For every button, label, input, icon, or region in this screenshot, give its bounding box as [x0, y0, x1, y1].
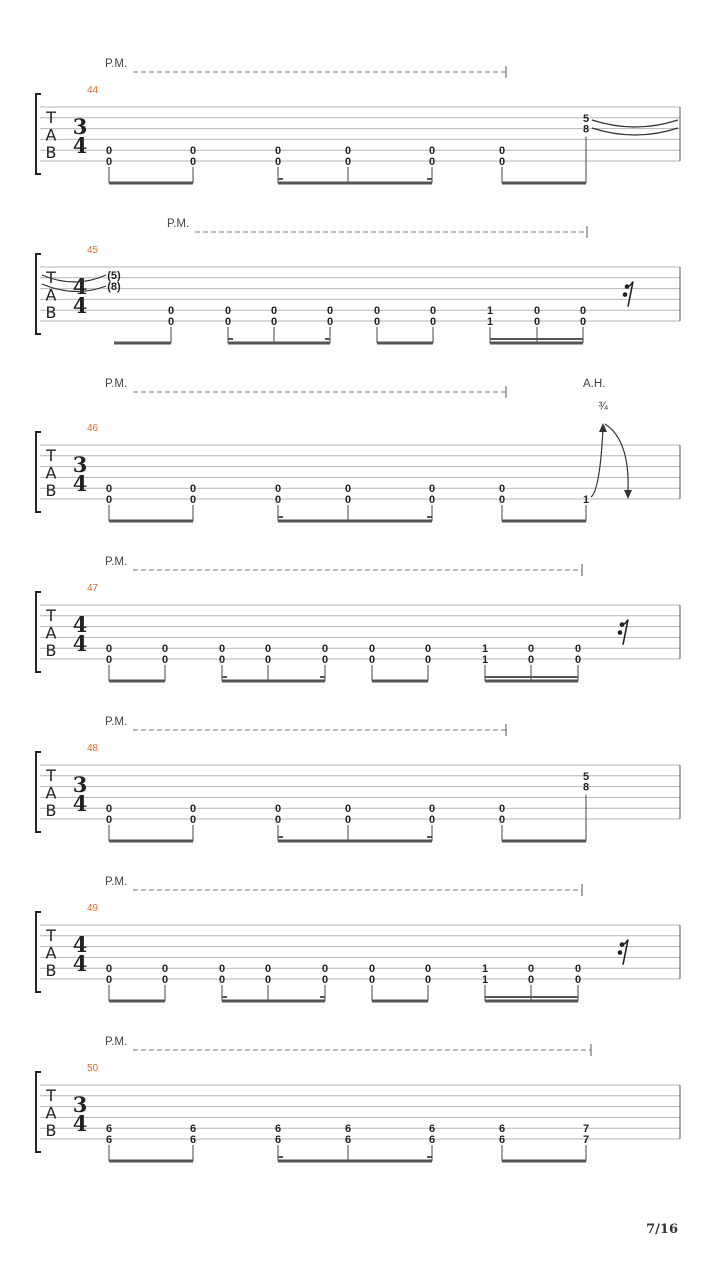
fret-number: 0: [218, 963, 226, 976]
fret-number: 6: [274, 1134, 282, 1146]
fret-number: 0: [428, 494, 436, 506]
fret-number: 0: [264, 963, 272, 976]
fret-number: 0: [167, 316, 175, 328]
fret-number: 0: [321, 643, 329, 656]
fret-number: 0: [189, 814, 197, 826]
tab-clef-letter: B: [45, 1121, 57, 1140]
fret-number: 1: [486, 316, 494, 328]
fret-number: 0: [189, 494, 197, 506]
fret-number: 0: [428, 483, 436, 496]
measure-number: 48: [87, 743, 99, 754]
tab-clef-letter: T: [46, 446, 56, 465]
rest-dot: [623, 292, 628, 297]
measure-number: 46: [87, 423, 99, 434]
tab-system-46: [36, 378, 680, 521]
fret-number: 6: [498, 1134, 506, 1146]
time-signature-bottom: 4: [72, 631, 88, 656]
fret-number: 0: [189, 483, 197, 496]
fret-number: 6: [105, 1134, 113, 1146]
fret-number: 0: [105, 145, 113, 158]
fret-number: 0: [264, 654, 272, 666]
fret-number: 0: [270, 305, 278, 318]
fret-number: 6: [274, 1123, 282, 1136]
fret-number: 0: [161, 974, 169, 986]
fret-number: 0: [274, 483, 282, 496]
fret-number: 0: [189, 145, 197, 158]
fret-number: 0: [424, 974, 432, 986]
system-bracket: [36, 94, 41, 174]
fret-number: 0: [161, 643, 169, 656]
tie-arc: [592, 120, 678, 127]
fret-number: 0: [218, 643, 226, 656]
fret-number: 0: [527, 654, 535, 666]
fret-number: 0: [105, 974, 113, 986]
palm-mute-label: P.M.: [105, 556, 128, 568]
fret-number: 0: [326, 305, 334, 318]
fret-number: 0: [224, 316, 232, 328]
fret-number: 0: [574, 974, 582, 986]
time-signature-bottom: 4: [72, 791, 88, 816]
tab-clef-letter: A: [45, 623, 57, 643]
tab-clef-letter: T: [46, 268, 56, 287]
tab-system-49: [36, 876, 680, 1001]
fret-number: 6: [344, 1123, 352, 1136]
time-signature-top: 3: [72, 114, 88, 139]
fret-number: 0: [429, 316, 437, 328]
fret-number: 1: [481, 963, 489, 976]
fret-number: 0: [428, 145, 436, 158]
palm-mute-label: P.M.: [105, 1036, 128, 1048]
fret-number: 6: [498, 1123, 506, 1136]
fret-number: 0: [344, 156, 352, 168]
tab-system-45: [36, 218, 680, 343]
time-signature-top: 4: [72, 612, 88, 637]
tab-clef-letter: A: [45, 125, 57, 145]
fret-number: 0: [189, 803, 197, 816]
fret-number: 0: [498, 483, 506, 496]
fret-number: 7: [582, 1134, 590, 1146]
fret-number: 0: [105, 654, 113, 666]
fret-number: 0: [527, 963, 535, 976]
tab-system-47: [36, 556, 680, 681]
system-bracket: [36, 1072, 41, 1152]
fret-number: 0: [264, 643, 272, 656]
fret-number: 0: [105, 643, 113, 656]
time-signature-top: 3: [72, 452, 88, 477]
fret-number: 0: [321, 654, 329, 666]
fret-number: 0: [274, 814, 282, 826]
fret-number: 0: [189, 156, 197, 168]
measure-number: 45: [87, 245, 99, 256]
rest-dot: [618, 630, 623, 635]
palm-mute-label: P.M.: [105, 716, 128, 728]
bend-up-curve: [591, 428, 603, 497]
tab-clef-letter: A: [45, 463, 57, 483]
fret-number: 6: [428, 1123, 436, 1136]
fret-number: 0: [368, 974, 376, 986]
tab-clef-letter: T: [46, 1086, 56, 1105]
fret-number: 0: [498, 494, 506, 506]
fret-number: 0: [321, 963, 329, 976]
fret-number: 6: [105, 1123, 113, 1136]
time-signature-bottom: 4: [72, 951, 88, 976]
fret-number: 0: [533, 316, 541, 328]
palm-mute-label: P.M.: [167, 218, 190, 230]
fret-number: 0: [574, 643, 582, 656]
fret-number: 6: [189, 1134, 197, 1146]
fret-number: 0: [574, 654, 582, 666]
fret-number: 0: [105, 963, 113, 976]
fret-number: 0: [218, 654, 226, 666]
measure-number: 50: [87, 1063, 99, 1074]
fret-number: 0: [579, 316, 587, 328]
fret-number: 0: [105, 814, 113, 826]
fret-number: 8: [582, 781, 590, 794]
fret-number: 0: [344, 803, 352, 816]
fret-number: 0: [373, 316, 381, 328]
palm-mute-label: P.M.: [105, 378, 128, 390]
time-signature-bottom: 4: [72, 1111, 88, 1136]
release-curve: [605, 424, 628, 492]
fret-number: 0: [424, 963, 432, 976]
fret-number: 8: [582, 123, 590, 136]
fret-number: 7: [582, 1123, 590, 1136]
tab-clef-letter: B: [45, 303, 57, 322]
measure-number: 49: [87, 903, 99, 914]
fret-number: 6: [428, 1134, 436, 1146]
system-bracket: [36, 592, 41, 672]
fret-number: 0: [498, 145, 506, 158]
time-signature-bottom: 4: [72, 133, 88, 158]
tied-fret-number: (8): [107, 281, 121, 293]
fret-number: 0: [498, 156, 506, 168]
artificial-harmonic-label: A.H.: [583, 378, 606, 390]
fret-number: 0: [527, 974, 535, 986]
time-signature-top: 3: [72, 1092, 88, 1117]
fret-number: 0: [274, 156, 282, 168]
system-bracket: [36, 752, 41, 832]
fret-number: 0: [218, 974, 226, 986]
fret-number: 6: [344, 1134, 352, 1146]
tab-clef-letter: B: [45, 801, 57, 820]
fret-number: 1: [486, 305, 494, 318]
tab-system-48: [36, 716, 680, 841]
tab-clef-letter: A: [45, 285, 57, 305]
fret-number: 0: [105, 156, 113, 168]
fret-number: 0: [428, 814, 436, 826]
fret-number: 0: [344, 814, 352, 826]
fret-number: 0: [424, 654, 432, 666]
time-signature-top: 4: [72, 274, 88, 299]
fret-number: 0: [368, 643, 376, 656]
fret-number: 0: [373, 305, 381, 318]
fret-number: 0: [274, 145, 282, 158]
time-signature-bottom: 4: [72, 293, 88, 318]
system-bracket: [36, 912, 41, 992]
release-arrow-head: [624, 490, 632, 499]
tab-system-50: [36, 1036, 680, 1161]
fret-number: 0: [161, 963, 169, 976]
palm-mute-label: P.M.: [105, 58, 128, 70]
fret-number: 0: [270, 316, 278, 328]
fret-number: 1: [481, 974, 489, 986]
fret-number: 0: [321, 974, 329, 986]
tab-clef-letter: B: [45, 481, 57, 500]
tab-clef-letter: T: [46, 108, 56, 127]
fret-number: 0: [424, 643, 432, 656]
tab-clef-letter: T: [46, 606, 56, 625]
fret-number: 0: [428, 803, 436, 816]
measure-number: 44: [87, 85, 99, 96]
tab-clef-letter: A: [45, 943, 57, 963]
fret-number: 0: [105, 494, 113, 506]
tab-clef-letter: B: [45, 641, 57, 660]
measure-number: 47: [87, 583, 99, 594]
fret-number: 0: [344, 483, 352, 496]
fret-number: 1: [582, 494, 590, 506]
tab-clef-letter: A: [45, 783, 57, 803]
fret-number: 0: [579, 305, 587, 318]
tab-clef-letter: T: [46, 926, 56, 945]
system-bracket: [36, 432, 41, 512]
fret-number: 5: [582, 770, 590, 783]
fret-number: 0: [498, 803, 506, 816]
fret-number: 0: [498, 814, 506, 826]
tied-fret-number: (5): [107, 270, 121, 282]
bend-amount-label: ¾: [598, 401, 608, 413]
fret-number: 0: [428, 156, 436, 168]
fret-number: 0: [344, 145, 352, 158]
fret-number: 5: [582, 112, 590, 125]
rest-dot: [618, 950, 623, 955]
tab-clef-letter: B: [45, 143, 57, 162]
fret-number: 0: [344, 494, 352, 506]
tab-clef-letter: A: [45, 1103, 57, 1123]
system-bracket: [36, 254, 41, 334]
fret-number: 0: [368, 963, 376, 976]
fret-number: 1: [481, 654, 489, 666]
fret-number: 6: [189, 1123, 197, 1136]
page-number: 7/16: [646, 1222, 678, 1237]
fret-number: 0: [167, 305, 175, 318]
tab-clef-letter: B: [45, 961, 57, 980]
fret-number: 0: [368, 654, 376, 666]
fret-number: 0: [533, 305, 541, 318]
fret-number: 0: [224, 305, 232, 318]
fret-number: 0: [527, 643, 535, 656]
fret-number: 0: [105, 483, 113, 496]
fret-number: 0: [326, 316, 334, 328]
fret-number: 0: [264, 974, 272, 986]
tab-system-44: [36, 58, 680, 183]
fret-number: 0: [105, 803, 113, 816]
fret-number: 0: [429, 305, 437, 318]
time-signature-bottom: 4: [72, 471, 88, 496]
time-signature-top: 3: [72, 772, 88, 797]
fret-number: 0: [274, 494, 282, 506]
fret-number: 0: [574, 963, 582, 976]
fret-number: 0: [274, 803, 282, 816]
fret-number: 1: [481, 643, 489, 656]
tab-clef-letter: T: [46, 766, 56, 785]
palm-mute-label: P.M.: [105, 876, 128, 888]
time-signature-top: 4: [72, 932, 88, 957]
fret-number: 0: [161, 654, 169, 666]
